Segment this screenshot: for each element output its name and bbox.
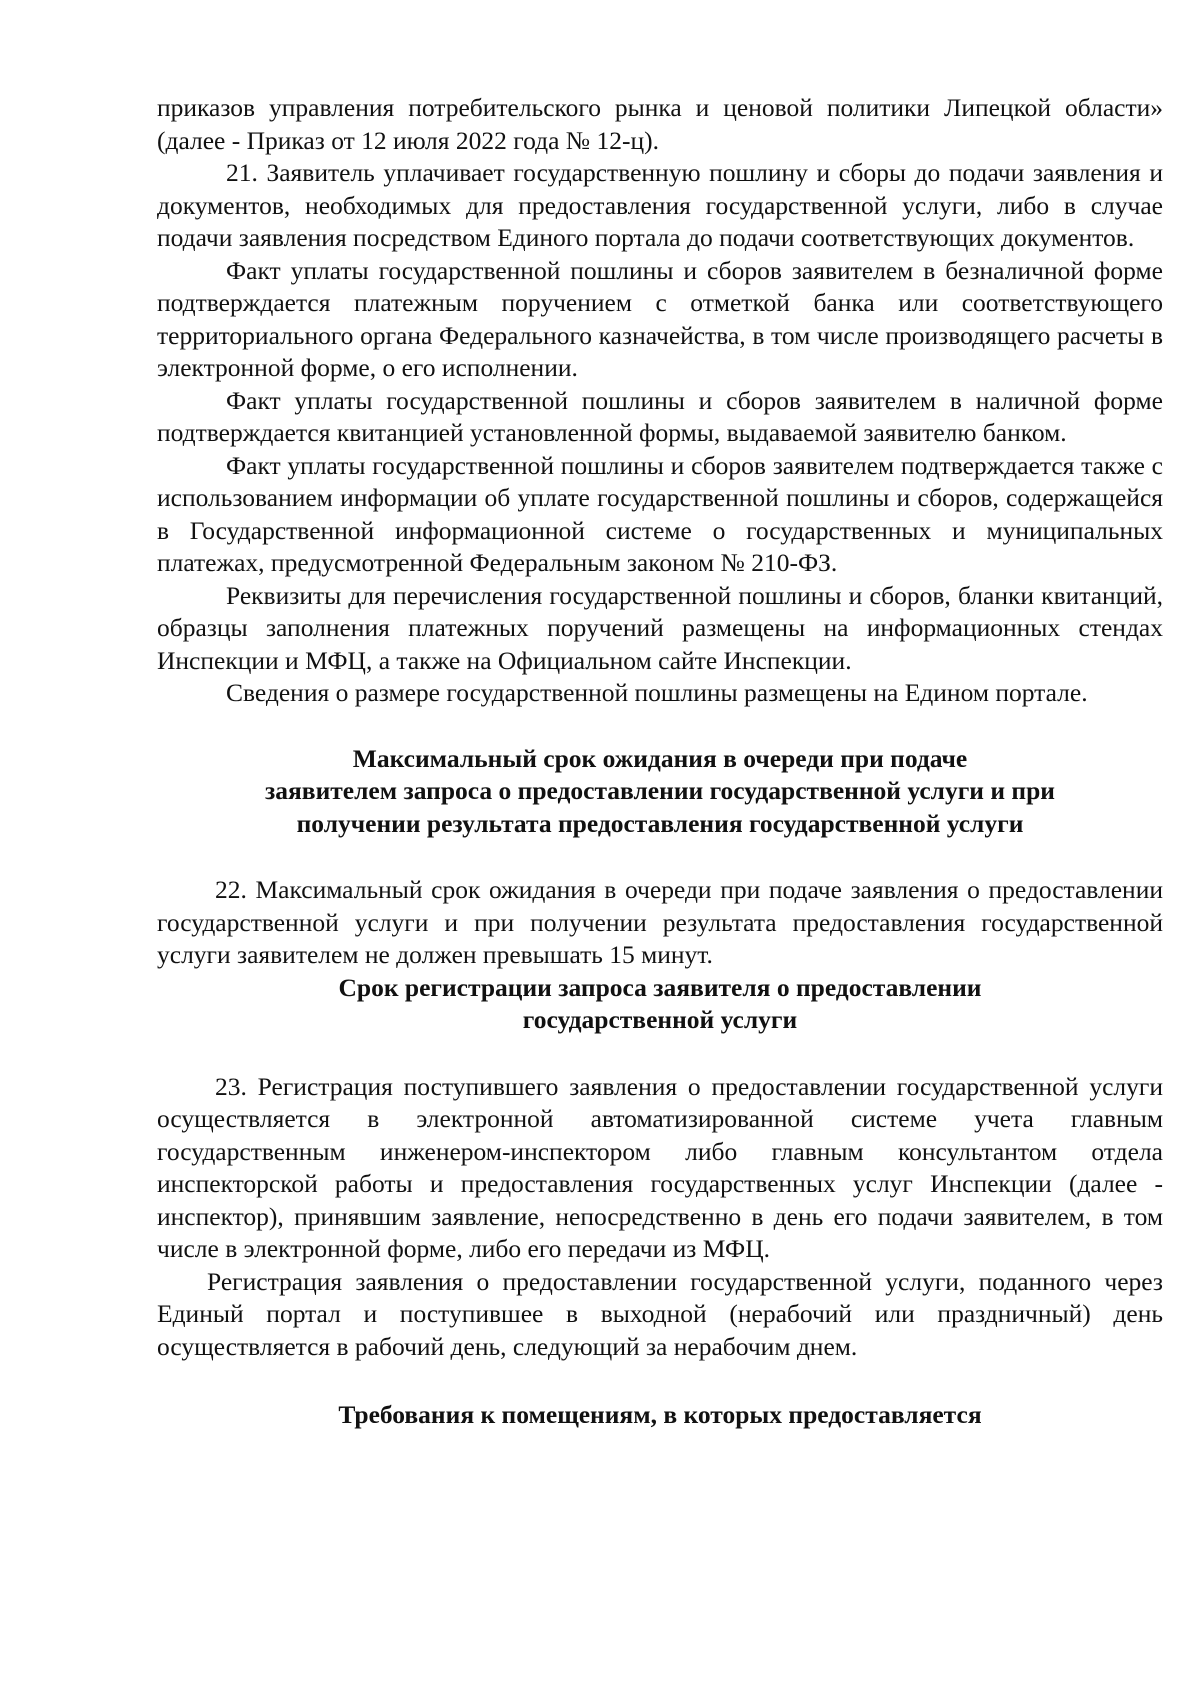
paragraph-registration-portal: Регистрация заявления о предоставлении государственной услуги, поданного через Единый портал и поступившее в выходной (нерабочий или праздничный) день осуществляется в рабочий день, следующий за нерабочим днем. xyxy=(157,1266,1163,1361)
paragraph-fee-info: Сведения о размере государственной пошлины размещены на Едином портале. xyxy=(226,678,1088,707)
heading-line: Требования к помещениям, в которых предоставляется xyxy=(338,1400,982,1429)
heading-line: получении результата предоставления государственной услуги xyxy=(296,808,1024,838)
heading-line: Срок регистрации запроса заявителя о предоставлении xyxy=(338,972,982,1002)
document-body xyxy=(157,92,1163,1432)
paragraph-gis-payment: Факт уплаты государственной пошлины и сборов заявителем подтверждается также с использованием информации об уплате государственной пошлины и сборов, содержащейся в Государственной информационной системе о государственных и муниципальных платежах, предусмотренной Федеральным законом № 210-ФЗ. xyxy=(157,450,1163,577)
spacer xyxy=(157,1363,1163,1399)
heading-line: заявителем запроса о предоставлении государственной услуги и при xyxy=(265,776,1055,805)
spacer xyxy=(157,840,1163,874)
paragraph-21: 21. Заявитель уплачивает государственную пошлину и сборы до подачи заявления и документов, необходимых для предоставления государственной услуги, либо в случае подачи заявления посредством Единого портала до подачи соответствующих документов. xyxy=(157,158,1163,252)
paragraph-cash-payment: Факт уплаты государственной пошлины и сборов заявителем в наличной форме подтверждается квитанцией установленной формы, выдаваемой заявителю банком. xyxy=(157,385,1163,447)
paragraph-noncash-payment: Факт уплаты государственной пошлины и сборов заявителем в безналичной форме подтверждается платежным поручением с отметкой банка или соответствующего территориального органа Федерального казначейства, в том числе производящего расчеты в электронной форме, о его исполнении. xyxy=(157,255,1163,382)
paragraph-22: 22. Максимальный срок ожидания в очереди при подаче заявления о предоставлении государственной услуги и при получении результата предоставления государственной услуги заявителем не должен превышать 15 минут. xyxy=(157,875,1163,969)
spacer xyxy=(157,1037,1163,1071)
paragraph-requisites: Реквизиты для перечисления государственной пошлины и сборов, бланки квитанций, образцы заполнения платежных поручений размещены на информационных стендах Инспекции и МФЦ, а также на Официальном сайте Инспекции. xyxy=(157,580,1163,675)
spacer xyxy=(157,710,1163,743)
paragraph-23: 23. Регистрация поступившего заявления о предоставлении государственной услуги осуществляется в электронной автоматизированной системе учета главным государственным инженером-инспектором либо главным консультантом отдела инспекторской работы и предоставления государственных услуг Инспекции (далее - инспектор), принявшим заявление, непосредственно в день его подачи заявителем, в том числе в электронной форме, либо его передачи из МФЦ. xyxy=(157,1071,1163,1263)
heading-registration-term xyxy=(157,972,1163,1037)
paragraph-order-reference: приказов управления потребительского рынка и ценовой политики Липецкой области» (далее - Приказ от 12 июля 2022 года № 12-ц). xyxy=(157,93,1163,155)
heading-premises-requirements xyxy=(157,1399,1163,1432)
heading-max-queue-time xyxy=(157,743,1163,841)
heading-line: Максимальный срок ожидания в очереди при подаче xyxy=(352,743,968,773)
heading-line: государственной услуги xyxy=(522,1005,798,1034)
